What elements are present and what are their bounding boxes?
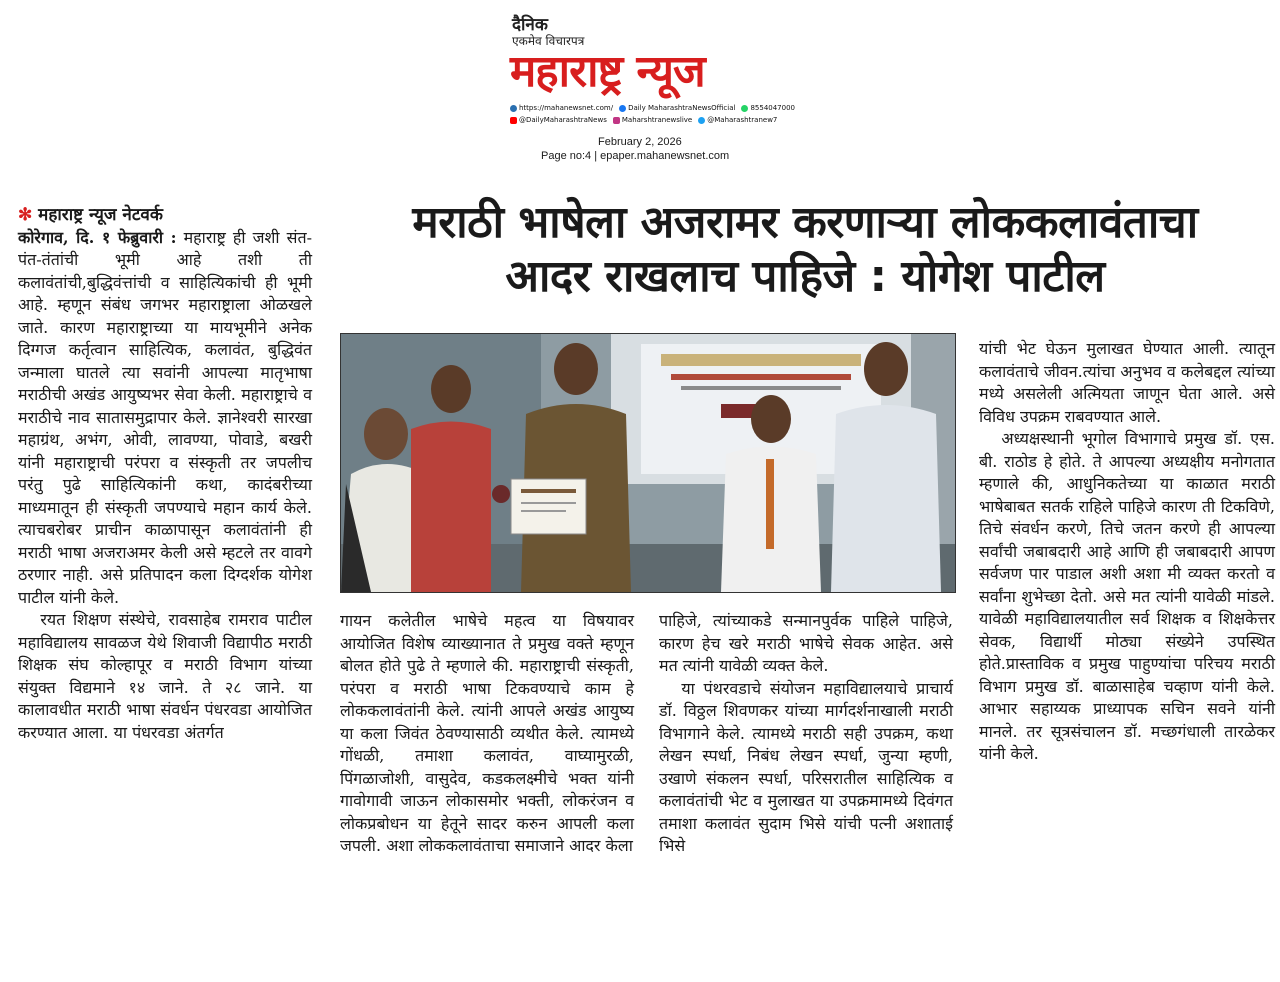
article-paragraph: अध्यक्षस्थानी भूगोल विभागाचे प्रमुख डॉ. एस. बी. राठोड हे होते. ते आपल्या अध्यक्षीय मनोगतात म्हणाले की, आधुनिकतेच्या या काळात मराठी भाषेबाबत सतर्क राहिले पाहिजे कारण ती टिकविणे, तिचे संवर्धन करणे, तिचे जतन करणे ही आपल्या सर्वांची जबाबदारी आहे आणि ही जबाबदारी आपण सर्वजण पार पाडाल अशी अशा मी व्यक्त करतो व सर्वांना शुभेच्छा देतो. असे मत त्यांनी यावेळी मांडले. यावेळी महाविद्यालयातील सर्व शिक्षक व शिक्षकेत्तर सेवक, विद्यार्थी मोठ्या संख्येने उपस्थित होते.प्रास्ताविक व प्रमुख पाहुण्यांचा परिचय मराठी विभाग प्रमुख डॉ. बाळासाहेब चव्हाण यांनी केले. आभार सहाय्यक प्राध्यापक सचिन सवने यांनी मानले. तर सूत्रसंचालन डॉ. मच्छगंधाली तारळेकर यांनी केले.: [979, 429, 1275, 763]
facebook-icon: [619, 105, 626, 112]
instagram-icon: [613, 117, 620, 124]
issue-date: February 2, 2026: [598, 136, 682, 148]
event-photo: [340, 333, 956, 593]
newspaper-logo-title: महाराष्ट्र न्यूज: [510, 46, 705, 97]
whatsapp-number[interactable]: 8554047000: [750, 104, 795, 112]
article-paragraph: यांची भेट घेऊन मुलाखत घेण्यात आली. त्यातून कलावंताचे जीवन.त्यांचा अनुभव व कलेबद्दल त्यांच्या मध्ये असलेली अत्मियता जाणून घेता आले. असे विविध उपक्रम राबवण्यात आले.: [979, 339, 1275, 426]
event-photo-illustration: [341, 334, 955, 592]
article-paragraph: गायन कलेतील भाषेचे महत्व या विषयावर आयोजित विशेष व्याख्यानात ते प्रमुख वक्ते म्हणून बोलत होते पुढे ते म्हणाले की. महाराष्ट्राची संस्कृती, परंपरा व मराठी भाषा टिकवण्याचे काम हे लोककलावंतांनी केले. त्यांनी आपले अखंड आयुष्य या कला जिवंत ठेवण्यासाठी व्यथीत केले. त्यामध्ये गोंधळी, तमाशा कलावंत, वाघ्यामुरळी, पिंगळाजोशी, वासुदेव, कडकलक्ष्मीचे भक्त यांनी गावोगावी जाऊन लोकासमोर भक्ती, लोकरंजन व लोकप्रबोधन या हेतूने सादर करुन आपली कला जपली. अशा लोककलावंताचा समाजाने आदर केला: [340, 611, 634, 855]
masthead-tagline: एकमेव विचारपत्र: [512, 34, 585, 48]
social-links: [510, 102, 795, 126]
twitter-link[interactable]: @Maharashtranew7: [707, 116, 778, 124]
page-info: Page no:4 | epaper.mahanewsnet.com: [541, 150, 730, 162]
article-paragraph: [18, 227, 312, 610]
article-column-4: [979, 338, 1275, 766]
youtube-link[interactable]: @DailyMaharashtraNews: [519, 116, 607, 124]
youtube-icon: [510, 117, 517, 124]
masthead: [0, 0, 1280, 170]
article-dateline: कोरेगाव, दि. १ फेब्रुवारी :: [18, 227, 177, 247]
masthead-daily-label: दैनिक: [512, 15, 548, 35]
article-paragraph: रयत शिक्षण संस्थेचे, रावसाहेब रामराव पाटील महाविद्यालय सावळज येथे शिवाजी विद्यापीठ मराठी शिक्षक संघ कोल्हापूर व मराठी विभाग यांच्या संयुक्त विद्यमाने १४ जाने. ते २८ जाने. या कालावधीत मराठी भाषा संवर्धन पंधरवडा आयोजित करण्यात आला. या पंधरवडा अंतर्गत: [18, 610, 312, 742]
article-column-3: [659, 610, 953, 858]
paragraph-text: महाराष्ट्र ही जशी संत-पंत-तंतांची भूमी आहे तशी ती कलावंतांची,बुद्धिवंत्तांची व साहित्यिकांची ही भूमी आहे. म्हणून संबंध जगभर महाराष्ट्राला ओळखले जाते. कारण महाराष्ट्राच्या या मायभूमीने अनेक दिग्गज कर्तृत्वान साहित्यिक, कलावंत, बुद्धिवंत जन्माला घातले त्या सवांनी आपल्या मातृभाषा मराठीची अखंड आयुष्यभर सेवा केली. महाराष्ट्राचे व मराठीचे नाव सातासमुद्रापार केले. ज्ञानेश्वरी सारखा महाग्रंथ, अभंग, ओवी, लावण्या, पोवाडे, बखरी यांनी महाराष्ट्राची परंपरा व संस्कृती तर जपलीच परंतु पुढे साहित्यिकांनी कथा, कादंबरीच्या माध्यमातून ही संस्कृती जपण्याचे महान कार्य केले. त्याचबरोबर प्राचीन काळापासून कलावंतांनी ही मराठी भाषा अजराअमर केली असे म्हटले तर वावगे ठरणार नाही. असे प्रतिपादन कला दिग्दर्शक योगेश पाटील यांनी केले.: [18, 227, 312, 607]
byline-text: महाराष्ट्र न्यूज नेटवर्क: [38, 205, 163, 225]
asterisk-icon: ✻: [18, 205, 33, 225]
whatsapp-icon: [741, 105, 748, 112]
headline: [330, 196, 1280, 304]
twitter-icon: [698, 117, 705, 124]
website-link[interactable]: https://mahanewsnet.com/: [519, 104, 614, 112]
headline-line-2: आदर राखलाच पाहिजे : योगेश पाटील: [505, 251, 1105, 302]
article-paragraph: या पंथरवडाचे संयोजन महाविद्यालयाचे प्राचार्य डॉ. विठ्ठल शिवणकर यांच्या मार्गदर्शनाखाली मराठी विभागाने केले. त्यामध्ये मराठी सही उपक्रम, कथा लेखन स्पर्धा, निबंध लेखन स्पर्धा, जुन्या म्हणी, उखाणे संकलन स्पर्धा, परिसरातील साहित्यिक व कलावंतांची भेट व मुलाखत या उपक्रमामध्ये दिवंगत तमाशा कलावंत सुदाम भिसे यांची पत्नी अशाताई भिसे: [659, 678, 953, 855]
article-column-2: [340, 610, 634, 858]
article-column-1: [18, 204, 312, 744]
article-byline: [18, 204, 312, 227]
article-paragraph: पाहिजे, त्यांच्याकडे सन्मानपुर्वक पाहिले पाहिजे, कारण हेच खरे मराठी भाषेचे सेवक आहेत. असे मत त्यांनी यावेळी व्यक्त केले.: [659, 611, 953, 675]
facebook-link[interactable]: Daily MaharashtraNewsOfficial: [628, 104, 736, 112]
headline-line-1: मराठी भाषेला अजरामर करणाऱ्या लोककलावंताचा: [412, 197, 1198, 248]
globe-icon: [510, 105, 517, 112]
instagram-link[interactable]: Maharshtranewslive: [621, 116, 693, 124]
